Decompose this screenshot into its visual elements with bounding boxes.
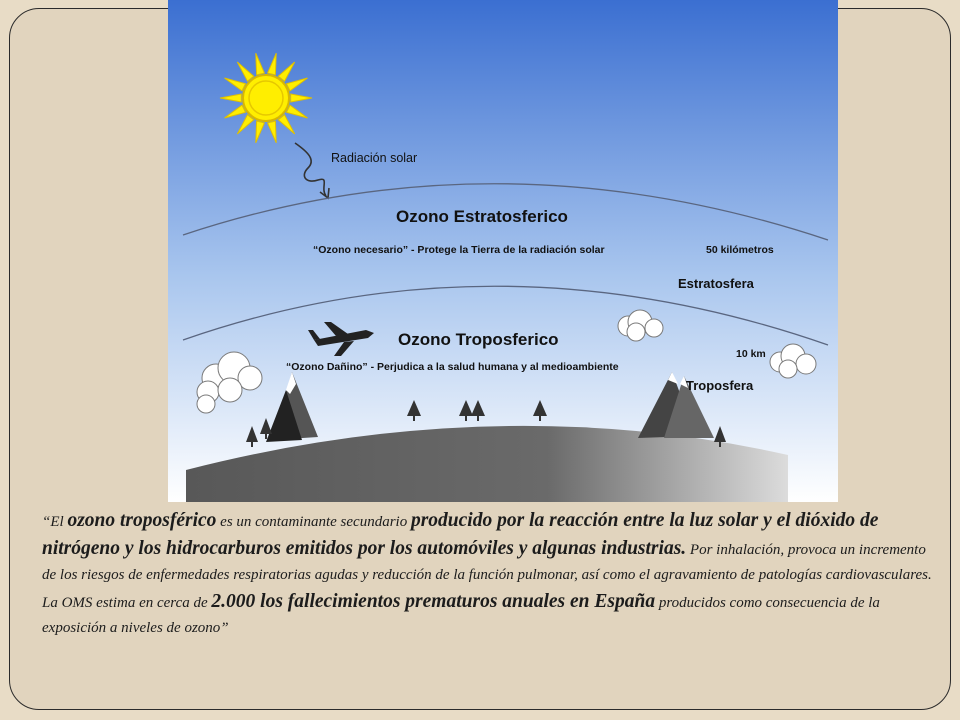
radiation-label: Radiación solar xyxy=(331,151,418,165)
quote-segment: “El xyxy=(42,514,68,530)
quote-segment: producidos como consecuencia de la exposición a niveles de ozono” xyxy=(42,594,880,636)
quote-emphasis: 2.000 los fallecimientos prematuros anuales en España xyxy=(211,590,656,612)
troposphere-label: Troposfera xyxy=(686,378,754,393)
tropospheric-ozone-description: “Ozono Dañino” - Perjudica a la salud humana y al medioambiente xyxy=(286,361,619,373)
quote-paragraph xyxy=(42,508,942,642)
quote-segment: es un contaminante secundario xyxy=(216,514,411,530)
stratospheric-ozone-title: Ozono Estratosferico xyxy=(396,207,568,226)
altitude-50km-label: 50 kilómetros xyxy=(706,244,774,256)
ozone-diagram xyxy=(168,0,838,502)
stratospheric-ozone-description: “Ozono necesario” - Protege la Tierra de la radiación solar xyxy=(313,244,605,256)
stratosphere-label: Estratosfera xyxy=(678,276,754,291)
altitude-10km-label: 10 km xyxy=(736,348,766,360)
quote-emphasis: producido por la reacción entre la luz solar y el dióxido de nitrógeno y los hidrocarburos emitidos por los automóviles y algunas industrias. xyxy=(42,510,879,559)
quote-segment: Por inhalación, provoca un incremento de los riesgos de enfermedades respiratorias agudas y reducción de la función pulmonar, así como el agravamiento de patologías cardiovasculares. La OMS estima en cerca de xyxy=(42,541,932,611)
quote-emphasis: ozono troposférico xyxy=(67,510,217,531)
tropospheric-ozone-title: Ozono Troposferico xyxy=(398,330,559,349)
ozone-diagram-svg xyxy=(168,0,838,502)
